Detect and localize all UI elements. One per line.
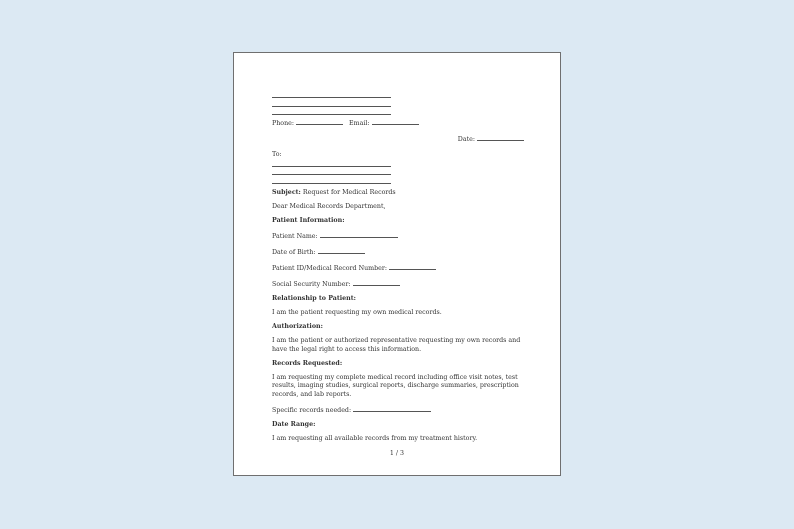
date-row xyxy=(272,134,524,144)
email-label: Email: xyxy=(349,119,370,127)
document-page xyxy=(233,52,561,476)
relationship-text: I am the patient requesting my own medical records. xyxy=(272,309,442,317)
dob-blank xyxy=(318,247,365,254)
patient-info-heading: Patient Information: xyxy=(272,217,345,225)
recipient-address-line-3 xyxy=(272,178,391,184)
page-number: 1 / 3 xyxy=(389,450,405,457)
letter-body xyxy=(272,92,524,443)
patient-name-row xyxy=(272,231,524,241)
specific-records-label: Specific records needed: xyxy=(272,406,352,414)
to-label: To: xyxy=(272,151,282,159)
sender-address-line-2 xyxy=(272,101,391,107)
phone-blank xyxy=(296,118,343,125)
specific-records-row xyxy=(272,405,524,415)
sender-address-line-1 xyxy=(272,92,391,98)
date-range-text: I am requesting all available records from my treatment history. xyxy=(272,434,478,442)
date-blank xyxy=(477,134,524,141)
email-blank xyxy=(372,118,419,125)
authorization-text: I am the patient or authorized representative requesting my own records and have the legal right to access this information. xyxy=(272,337,521,353)
sender-address-line-3 xyxy=(272,109,391,115)
relationship-heading: Relationship to Patient: xyxy=(272,295,356,303)
record-number-label: Patient ID/Medical Record Number: xyxy=(272,265,387,273)
ssn-label: Social Security Number: xyxy=(272,281,351,289)
date-range-heading: Date Range: xyxy=(272,420,316,428)
recipient-address-line-1 xyxy=(272,161,391,167)
record-number-blank xyxy=(389,263,436,270)
date-label: Date: xyxy=(457,135,475,143)
phone-label: Phone: xyxy=(272,119,294,127)
recipient-address-line-2 xyxy=(272,169,391,175)
authorization-heading: Authorization: xyxy=(272,323,323,331)
ssn-row xyxy=(272,279,524,289)
salutation: Dear Medical Records Department, xyxy=(272,203,386,211)
records-text: I am requesting my complete medical record including office visit notes, test results, imaging studies, surgical reports, discharge summaries, prescription records, and lab reports. xyxy=(272,373,519,398)
dob-label: Date of Birth: xyxy=(272,249,316,257)
dob-row xyxy=(272,247,524,257)
ssn-blank xyxy=(353,279,400,286)
patient-name-blank xyxy=(320,231,398,238)
subject-label: Subject: xyxy=(272,189,301,197)
patient-name-label: Patient Name: xyxy=(272,233,318,241)
contact-row xyxy=(272,118,524,128)
subject-row xyxy=(272,189,524,197)
record-number-row xyxy=(272,263,524,273)
specific-records-blank xyxy=(353,405,431,412)
subject-text: Request for Medical Records xyxy=(302,189,396,197)
records-heading: Records Requested: xyxy=(272,359,343,367)
